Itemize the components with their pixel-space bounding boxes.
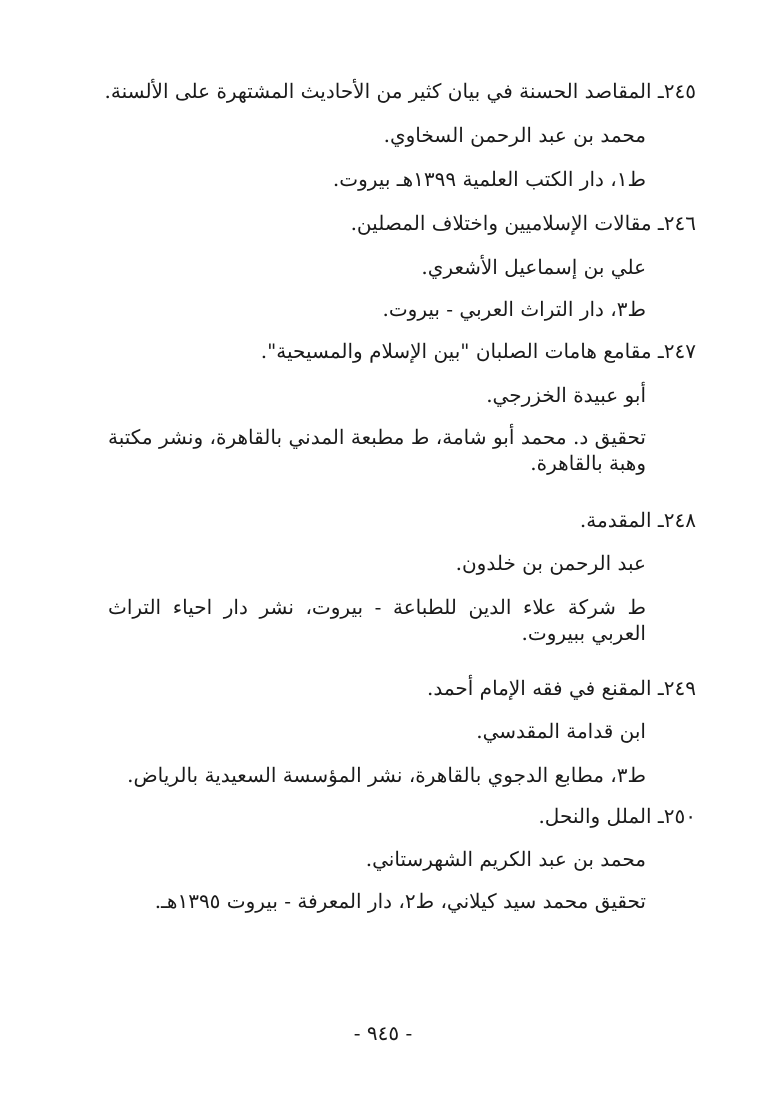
entry-author-250: محمد بن عبد الكريم الشهرستاني. <box>365 847 646 871</box>
entry-edition-246: ط٣، دار التراث العربي - بيروت. <box>382 297 646 321</box>
entry-dash: ـ <box>651 339 664 363</box>
entry-dash: ـ <box>651 676 664 700</box>
entry-dash: ـ <box>651 79 664 103</box>
entry-title-246 <box>351 210 696 236</box>
entry-title-text: المقاصد الحسنة في بيان كثير من الأحاديث المشتهرة على الألسنة. <box>104 79 652 103</box>
entry-edition-245: ط١، دار الكتب العلمية ١٣٩٩هـ بيروت. <box>332 167 646 191</box>
entry-title-250 <box>538 803 696 829</box>
entry-title-248 <box>580 507 696 533</box>
entry-author-249: ابن قدامة المقدسي. <box>476 719 646 743</box>
page-number: - ٩٤٥ - <box>353 1021 413 1045</box>
entry-edition-248: ط شركة علاء الدين للطباعة - بيروت، نشر دار احياء التراث العربي ببيروت. <box>108 595 646 645</box>
entry-title-245 <box>104 78 696 104</box>
entry-number: ٢٥٠ <box>663 804 696 828</box>
entry-edition-249: ط٣، مطابع الدجوي بالقاهرة، نشر المؤسسة السعيدية بالرياض. <box>127 763 646 787</box>
entry-dash: ـ <box>651 804 664 828</box>
entry-author-247: أبو عبيدة الخزرجي. <box>486 383 646 407</box>
entry-title-text: مقالات الإسلاميين واختلاف المصلين. <box>350 211 652 235</box>
entry-dash: ـ <box>651 508 664 532</box>
entry-number: ٢٤٥ <box>663 79 696 103</box>
entry-title-text: المقدمة. <box>579 508 652 532</box>
entry-number: ٢٤٨ <box>663 508 696 532</box>
entry-number: ٢٤٧ <box>663 339 696 363</box>
entry-title-247 <box>261 338 696 364</box>
entry-dash: ـ <box>651 211 664 235</box>
entry-edition-247: تحقيق د. محمد أبو شامة، ط مطبعة المدني بالقاهرة، ونشر مكتبة وهبة بالقاهرة. <box>108 425 646 475</box>
entry-author-248: عبد الرحمن بن خلدون. <box>455 551 646 575</box>
entry-number: ٢٤٦ <box>663 211 696 235</box>
entry-number: ٢٤٩ <box>663 676 696 700</box>
entry-author-245: محمد بن عبد الرحمن السخاوي. <box>383 123 646 147</box>
entry-title-text: مقامع هامات الصلبان "بين الإسلام والمسيحية". <box>260 339 652 363</box>
entry-title-text: المقنع في فقه الإمام أحمد. <box>426 676 652 700</box>
entry-title-text: الملل والنحل. <box>538 804 652 828</box>
entry-author-246: علي بن إسماعيل الأشعري. <box>421 255 646 279</box>
entry-edition-250: تحقيق محمد سيد كيلاني، ط٢، دار المعرفة - بيروت ١٣٩٥هـ. <box>154 889 646 913</box>
entry-title-249 <box>427 675 696 701</box>
